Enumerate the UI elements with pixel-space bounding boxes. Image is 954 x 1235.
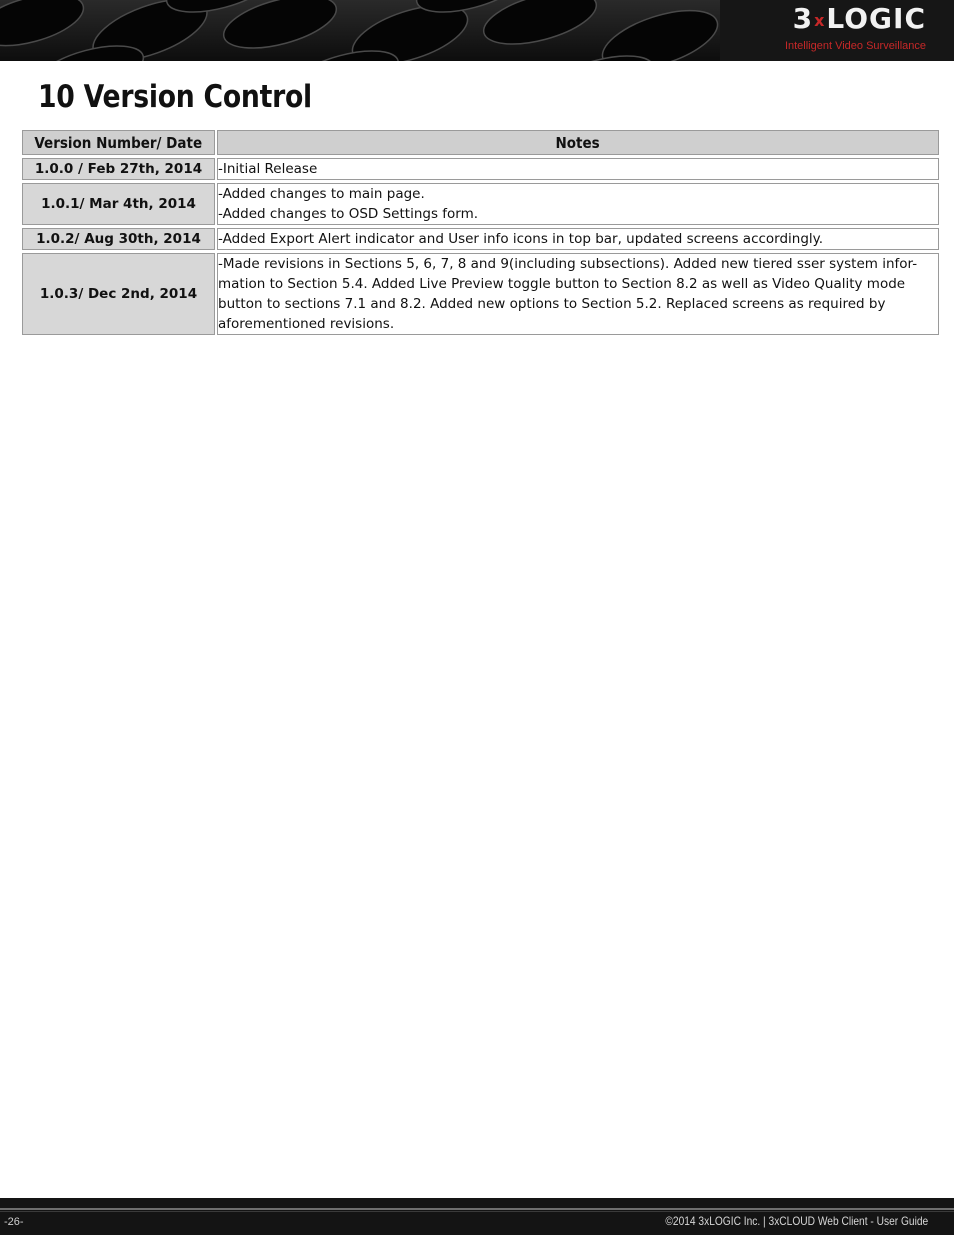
note-line: button to sections 7.1 and 8.2. Added new options to Section 5.2. Replaced screens as required by: [218, 296, 886, 312]
version-control-table: [20, 127, 941, 338]
table-row: [22, 183, 939, 225]
page-number: -26-: [4, 1216, 24, 1228]
note-line: -Added changes to main page.: [218, 186, 425, 202]
header-banner: [0, 0, 954, 61]
notes-cell: [217, 158, 939, 180]
column-header-notes: Notes: [217, 130, 939, 155]
note-line: aforementioned revisions.: [218, 316, 395, 332]
table-row: [22, 158, 939, 180]
table-row: [22, 228, 939, 250]
footer-bar: [0, 1198, 954, 1235]
version-cell: 1.0.3/ Dec 2nd, 2014: [22, 253, 215, 335]
version-cell: 1.0.2/ Aug 30th, 2014: [22, 228, 215, 250]
notes-cell: [217, 253, 939, 335]
logo-wordmark: 3xLOGIC: [792, 2, 926, 35]
version-cell: 1.0.0 / Feb 27th, 2014: [22, 158, 215, 180]
logo-tagline: Intelligent Video Surveillance: [784, 40, 926, 52]
note-line: mation to Section 5.4. Added Live Preview toggle button to Section 8.2 as well as Video Quality mode: [218, 276, 906, 292]
footer-divider-shadow: [0, 1211, 954, 1212]
note-line: -Added Export Alert indicator and User info icons in top bar, updated screens accordingly.: [218, 231, 824, 247]
table-row: [22, 253, 939, 335]
note-line: -Added changes to OSD Settings form.: [218, 206, 479, 222]
note-line: -Initial Release: [218, 161, 318, 177]
notes-cell: [217, 228, 939, 250]
notes-cell: [217, 183, 939, 225]
note-line: -Made revisions in Sections 5, 6, 7, 8 and 9(including subsections). Added new tiered sser system infor-: [218, 256, 918, 272]
column-header-version: Version Number/ Date: [22, 130, 215, 155]
version-cell: 1.0.1/ Mar 4th, 2014: [22, 183, 215, 225]
company-logo: [785, 2, 926, 53]
footer-divider: [0, 1208, 954, 1210]
table-header-row: [22, 130, 939, 155]
page-title: 10 Version Control: [38, 79, 312, 115]
copyright-text: ©2014 3xLOGIC Inc. | 3xCLOUD Web Client - User Guide: [665, 1214, 928, 1228]
